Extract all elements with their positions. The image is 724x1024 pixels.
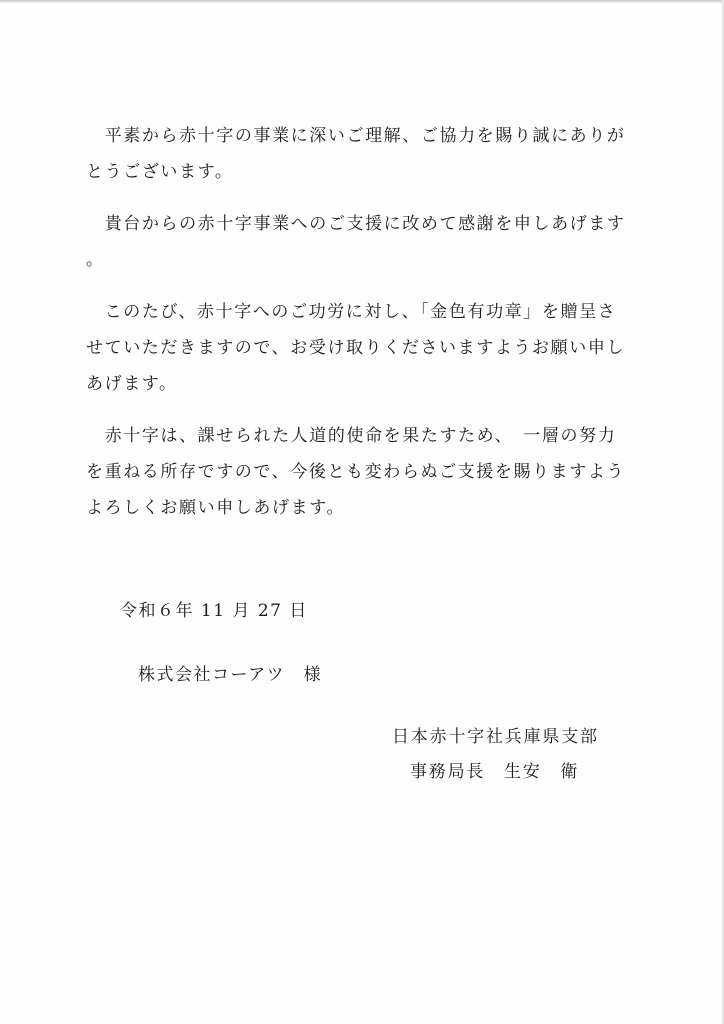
paragraph-gratitude: 平素から赤十字の事業に深いご理解、ご協力を賜り誠にありがとうございます。 <box>86 126 626 182</box>
sender-organization: 日本赤十字社兵庫県支部 <box>392 727 599 747</box>
sender-title-name: 事務局長 生安 衛 <box>410 762 580 782</box>
paragraph-request: 赤十字は、課せられた人道的使命を果たすため、 一層の努力を重ねる所存ですので、今後とも変わらぬご支援を賜りますようよろしくお願い申しあげます。 <box>86 426 626 518</box>
paragraph-thanks: 貴台からの赤十字事業へのご支援に改めて感謝を申しあげます。 <box>86 214 626 270</box>
letter-body <box>86 118 634 526</box>
letter-date: 令和６年 11 月 27 日 <box>120 601 308 621</box>
paragraph-award: このたび、赤十字へのご功労に対し、「金色有功章」を贈呈させていただきますので、お受け取りくださいますようお願い申しあげます。 <box>86 302 626 394</box>
scan-top-edge <box>0 0 724 3</box>
recipient-name: 株式会社コーアツ 様 <box>138 665 323 685</box>
